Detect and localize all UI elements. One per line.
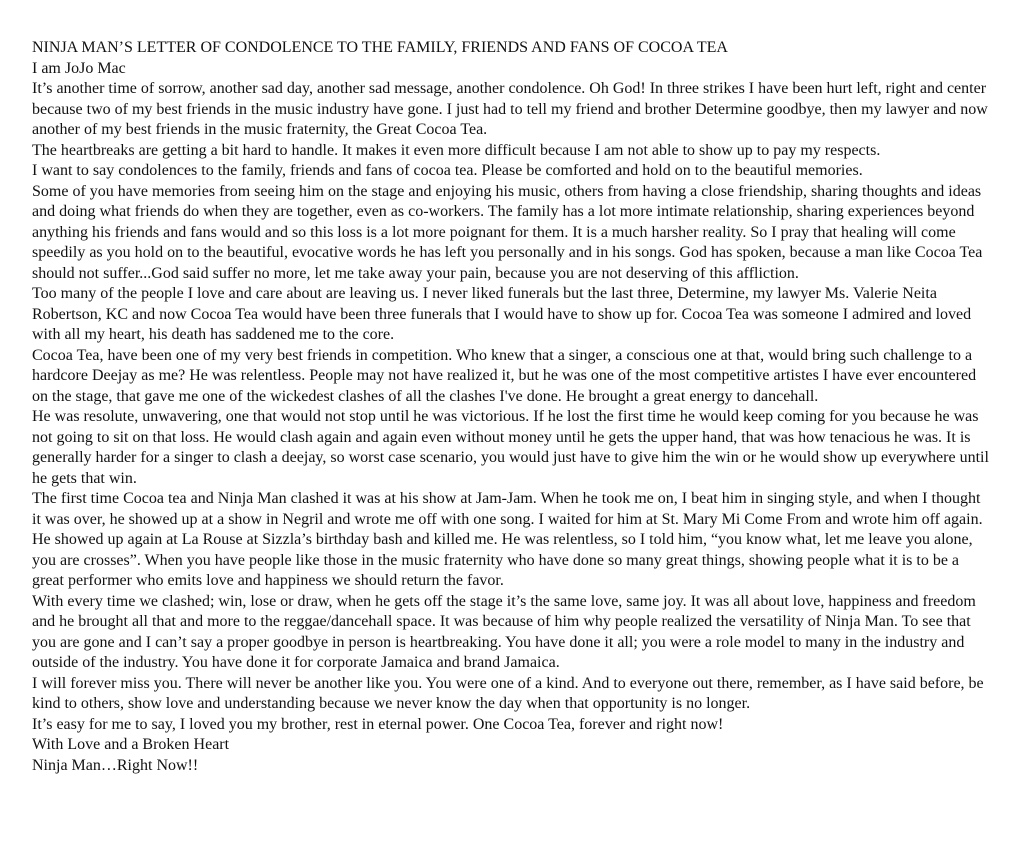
letter-document (32, 38, 990, 776)
paragraph-same-love: With every time we clashed; win, lose or draw, when he gets off the stage it’s the same love, same joy. It was all about love, happiness and freedom and he brought all that and more to the reggae/dancehall space. It was because of him why people realized the versatility of Ninja Man. To see that you are gone and I can’t say a proper goodbye in person is heartbreaking. You have done it all; you were a role model to many in the industry and outside of the industry. You have done it for corporate Jamaica and brand Jamaica. (32, 592, 976, 671)
paragraph-first-clash: The first time Cocoa tea and Ninja Man clashed it was at his show at Jam-Jam. When he took me on, I beat him in singing style, and when I thought it was over, he showed up at a show in Negril and wrote me off with one song. I waited for him at St. Mary Mi Come From and wrote him off again. He showed up again at La Rouse at Sizzla’s birthday bash and killed me. He was relentless, so I told him, “you know what, let me leave you alone, you are crosses”. When you have people like those in the music fraternity who have done so many great things, showing people what it is to be a great performer who emits love and happiness we should return the favor. (32, 490, 983, 589)
letter-title: NINJA MAN’S LETTER OF CONDOLENCE TO THE FAMILY, FRIENDS AND FANS OF COCOA TEA (32, 39, 728, 56)
paragraph-condolences: I want to say condolences to the family, friends and fans of cocoa tea. Please be comforted and hold on to the beautiful memories. (32, 162, 863, 179)
paragraph-competition: Cocoa Tea, have been one of my very best friends in competition. Who knew that a singer, a conscious one at that, would bring such challenge to a hardcore Deejay as me? He was relentless. People may not have realized it, but he was one of the most competitive artistes I have ever encountered on the stage, that gave me one of the wickedest clashes of all the clashes I've done. He brought a great energy to dancehall. (32, 346, 977, 405)
letter-signature: Ninja Man…Right Now!! (32, 756, 199, 774)
paragraph-forever-miss: I will forever miss you. There will never be another like you. You were one of a kind. And to everyone out there, remember, as I have said before, be kind to others, show love and understanding because we never know the day when that opportunity is no longer. (32, 674, 984, 712)
paragraph-rest-in-power: It’s easy for me to say, I loved you my brother, rest in eternal power. One Cocoa Tea, forever and right now! (32, 715, 724, 733)
paragraph-heartbreaks: The heartbreaks are getting a bit hard to handle. It makes it even more difficult because I am not able to show up to pay my respects. (32, 141, 881, 159)
letter-closing: With Love and a Broken Heart (32, 736, 230, 753)
paragraph-resolute: He was resolute, unwavering, one that would not stop until he was victorious. If he lost the first time he would keep coming for you because he was not going to sit on that loss. He would clash again and again even without money until he gets the upper hand, that was how tenacious he was. It is generally harder for a singer to clash a deejay, so worst case scenario, you would just have to give him the win or he would show up everywhere until he gets that win. (32, 408, 989, 487)
letter-byline: I am JoJo Mac (32, 59, 126, 77)
paragraph-opening: It’s another time of sorrow, another sad day, another sad message, another condolence. Oh God! In three strikes I have been hurt left, right and center because two of my best friends in the music industry have gone. I just had to tell my friend and brother Determine goodbye, then my lawyer and now another of my best friends in the music fraternity, the Great Cocoa Tea. (32, 80, 988, 138)
paragraph-memories: Some of you have memories from seeing him on the stage and enjoying his music, others from having a close friendship, sharing thoughts and ideas and doing what friends do when they are together, even as co-workers. The family has a lot more intimate relationship, sharing experiences beyond anything his friends and fans would and so this loss is a lot more poignant for them. It is a much harsher reality. So I pray that healing will come speedily as you hold on to the beautiful, evocative words he has left you personally and in his songs. God has spoken, because a man like Cocoa Tea should not suffer...God said suffer no more, let me take away your pain, because you are not deserving of this affliction. (32, 182, 983, 282)
paragraph-funerals: Too many of the people I love and care about are leaving us. I never liked funerals but the last three, Determine, my lawyer Ms. Valerie Neita Robertson, KC and now Cocoa Tea would have been three funerals that I would have to show up for. Cocoa Tea was someone I admired and loved with all my heart, his death has saddened me to the core. (32, 285, 972, 343)
